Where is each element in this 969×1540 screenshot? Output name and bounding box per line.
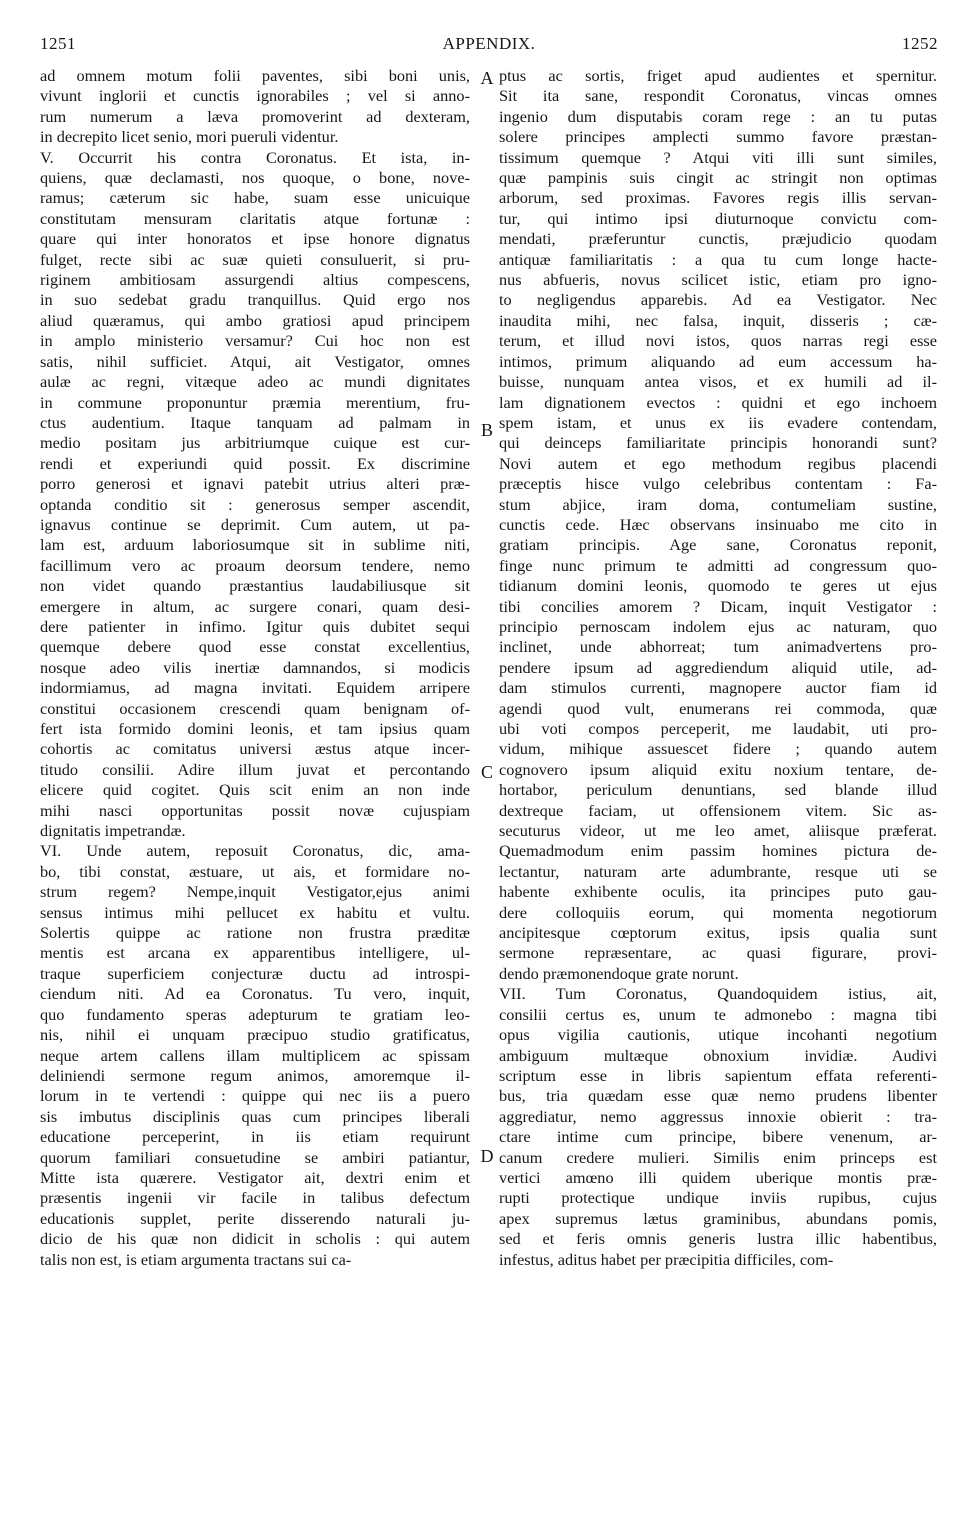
text-line: præsentis ingenii vir facile in talibus defectum <box>40 1188 470 1208</box>
text-line: facillimum vero ac proaum deorsum tendere, nemo <box>40 555 470 575</box>
text-line: intimos, primum aliquando ad eum accessum ha- <box>499 351 937 371</box>
text-line: buisse, nunquam antea visos, et ex humili ad il- <box>499 372 937 392</box>
text-line: solere principes amplecti summo favore præstan- <box>499 127 937 147</box>
text-line: dicio de his quæ non didicit in scholis : qui autem <box>40 1229 470 1249</box>
text-line: strum regem? Nempe,inquit Vestigator,ejus animi <box>40 882 470 902</box>
text-line: porro generosi et ignavi patebit utrius alteri præ- <box>40 474 470 494</box>
text-line: talis non est, is etiam argumenta tractans sui ca- <box>40 1249 352 1269</box>
text-line: inclinet, unde abhorreat; tum animadvertens pro- <box>499 637 937 657</box>
text-line: rupti protectique undique inviis rupibus, cujus <box>499 1188 937 1208</box>
text-line: riginem ambitiosam assurgendi altius compescens, <box>40 270 470 290</box>
text-line: dignitatis impetrandæ. <box>40 821 186 841</box>
text-line: educatione perceperint, in iis etiam requirunt <box>40 1127 470 1147</box>
running-title: APPENDIX. <box>442 34 536 53</box>
text-line: elicere quid cogitet. Quis scit enim an non inde <box>40 780 470 800</box>
text-line: tibi concilies amorem ? Dicam, inquit Vestigator : <box>499 596 937 616</box>
text-line: vidum, mihique assuescet fidere ; quando autem <box>499 739 937 759</box>
text-line: agendi quod vult, enumerans rei commoda, quæ <box>499 698 937 718</box>
text-line: VI. Unde autem, reposuit Coronatus, dic, ama- <box>40 841 470 861</box>
text-line: dere colloquiis eorum, qui momenta negotiorum <box>499 902 937 922</box>
text-line: traque superficiem conjecturæ ductu ad introspi- <box>40 963 470 983</box>
text-line: cohortis ac comitatus universi æstus atque incer- <box>40 739 470 759</box>
text-line: ctus audentium. Itaque tanquam ad palmam in <box>40 412 470 432</box>
text-line: ubi voti compos perceperit, me laudabit, uti pro- <box>499 719 937 738</box>
text-line: opus vigilia cautionis, utique incohanti negotium <box>499 1025 937 1045</box>
text-line: sermone repræsentare, ac quasi figurare, provi- <box>499 943 937 963</box>
text-line: habente exhibente oculis, ita principes puto gau- <box>499 882 937 902</box>
margin-marker-d: D <box>480 1146 494 1166</box>
text-line: nus abfueris, novus scilicet istic, etiam pro igno- <box>499 270 937 290</box>
margin-marker-a: A <box>480 68 494 88</box>
text-line: satis, nihil sufficiet. Atqui, ait Vestigator, omnes <box>40 351 470 371</box>
text-line: pendere ipsum ad aggrediendum aliquid utile, ad- <box>499 657 937 677</box>
text-line: cognovero ipsum aliquid exitu noxium tentare, de- <box>499 759 937 779</box>
text-line: dere patienter in infimo. Igitur quis dubitet sequi <box>40 616 470 636</box>
text-line: dam stimulos currenti, magnopere auctor fiam id <box>499 678 937 698</box>
text-line: ad omnem motum folii paventes, sibi boni unis, <box>40 66 470 85</box>
text-line: inaudita mihi, nec falsa, inquit, disseris ; cæ- <box>499 310 937 330</box>
text-line: tur, qui intimo ipsi diuturnoque convictu com- <box>499 208 937 228</box>
text-line: rum numerum a læva promoverint ad dexteram, <box>40 106 470 126</box>
left-text-column <box>40 66 470 1270</box>
text-line: lam est, arduum laboriosumque sit in sublime niti, <box>40 535 470 555</box>
text-line: constitutam mensuram claritatis atque fortunæ : <box>40 208 470 228</box>
text-line: in commune proponuntur præmia merentium, fru- <box>40 392 470 412</box>
text-line: to negligendus apparebis. Ad ea Vestigator. Nec <box>499 290 937 310</box>
right-page-number: 1252 <box>902 34 938 53</box>
text-line: apex supremus lætus graminibus, abundans pomis, <box>499 1208 937 1228</box>
text-line: qui deinceps familiaritate principis honorandi sunt? <box>499 433 937 453</box>
text-line: titudo consilii. Adire illum juvat et percontando <box>40 759 470 779</box>
text-line: quare qui inter honoratos et ipse honore dignatus <box>40 229 470 249</box>
text-line: tidianum domini leonis, quomodo te geres ut ejus <box>499 576 937 596</box>
text-line: quorum familiari consuetudine se ambiri patiantur, <box>40 1147 470 1167</box>
text-line: vivunt inglorii et cunctis ignorabiles ; vel si anno- <box>40 86 470 106</box>
text-line: mentis est arcana ex apparentibus intelligere, ul- <box>40 943 470 963</box>
text-line: sis imbutus disciplinis quas cum principes liberali <box>40 1106 470 1126</box>
text-line: mendati, præferuntur cunctis, præjudicio quodam <box>499 229 937 249</box>
text-line: lam dignationem evectos : quidni et ego inchoem <box>499 392 937 412</box>
margin-marker-b: B <box>480 420 493 440</box>
text-line: deliniendi sermone regum animos, amoremque il- <box>40 1065 470 1085</box>
text-line: ctare intime cum principe, bibere venenum, ar- <box>499 1127 937 1147</box>
text-line: medio positam jus arbitriumque cuique est cur- <box>40 433 470 453</box>
text-line: secuturus videor, ut me leo amet, aliisque præferat. <box>499 821 937 841</box>
text-line: ramus; cæterum sic habe, suam esse unicuique <box>40 188 470 208</box>
text-line: bo, tibi constat, æstuare, ut ais, et formidare no- <box>40 861 470 881</box>
text-line: in suo sedebat gradu tranquillus. Quid ergo nos <box>40 290 470 310</box>
text-line: infestus, aditus habet per præcipitia difficiles, com- <box>499 1249 834 1269</box>
text-line: præceptis hisce vulgo celebribus contentam : Fa- <box>499 474 937 494</box>
text-line: vertici amœno illi quidem uberique montis præ- <box>499 1167 937 1187</box>
text-line: scriptum esse in libris sapientum effata referenti- <box>499 1065 937 1085</box>
text-line: quæ pampinis suis cingit ac stringit non optimas <box>499 168 937 188</box>
text-line: sed et feris omnis generis lustra illic habentibus, <box>499 1229 937 1249</box>
margin-marker-c: C <box>480 762 493 782</box>
text-line: hortabor, periculum denuntians, sed blande illud <box>499 780 937 800</box>
text-line: tissimum quemque ? Atqui viti illi sunt similes, <box>499 147 937 167</box>
text-line: terum, et illud novi istos, quos narras regi esse <box>499 331 937 351</box>
text-line: educationis supplet, perite disserendo naturali ju- <box>40 1208 470 1228</box>
text-line: emergere in altum, ac surgere conari, quam desi- <box>40 596 470 616</box>
text-line: antiquæ familiaritatis : a qua tu cum longe hacte- <box>499 249 937 269</box>
text-line: arborum, sed proximas. Favores regis illis servan- <box>499 188 937 208</box>
text-line: in decrepito licet senio, mori pueruli videntur. <box>40 127 339 147</box>
right-text-column <box>499 66 937 1270</box>
text-line: lectantur, naturam arte adumbrante, resque uti se <box>499 861 937 881</box>
text-line: Quemadmodum enim passim homines pictura de- <box>499 841 937 861</box>
text-line: ancipitesque cœptorum exitus, ipsis qualia sunt <box>499 923 937 943</box>
text-line: fert ista formido domini leonis, et tam ipsius quam <box>40 719 470 738</box>
text-line: ciendum niti. Ad ea Coronatus. Tu vero, inquit, <box>40 984 470 1004</box>
text-line: gratiam principis. Age sane, Coronatus reponit, <box>499 535 937 555</box>
text-line: optanda conditio sit : generosus semper ascendit, <box>40 494 470 514</box>
text-line: ingenio dum disputabis coram rege : an tu putas <box>499 106 937 126</box>
text-line: cunctis cede. Hæc observans insinuabo me cito in <box>499 514 937 534</box>
text-line: Mitte ista quærere. Vestigator ait, dextri enim et <box>40 1167 470 1187</box>
text-line: lorum in te vertendi : quippe qui nec iis a puero <box>40 1086 470 1106</box>
text-line: aggrediatur, nemo aggressus innoxie obierit : tra- <box>499 1106 937 1126</box>
text-line: ptus ac sortis, friget apud audientes et spernitur. <box>499 66 937 85</box>
text-line: dextreque faciam, ut offensionem vitem. Sic as- <box>499 800 937 820</box>
text-line: principio pernoscam indolem ejus ac naturam, quo <box>499 616 937 636</box>
text-line: aliud quæramus, qui ambo gratiosi apud principem <box>40 310 470 330</box>
text-line: neque artem callens illam multiplicem ac spissam <box>40 1045 470 1065</box>
text-line: non videt quando præstantius laudabiliusque sit <box>40 576 470 596</box>
text-line: fulget, recte sibi ac suæ quieti consuluerit, si pru- <box>40 249 470 269</box>
text-line: spem istam, et unus ex iis evadere contendam, <box>499 412 937 432</box>
text-line: in amplo ministerio versamur? Cui hoc non est <box>40 331 470 351</box>
text-line: stum abjice, iram doma, contumeliam sustine, <box>499 494 937 514</box>
text-line: canum credere mulieri. Similis enim princeps est <box>499 1147 937 1167</box>
text-line: consilii certus es, unum te admonebo : magna tibi <box>499 1004 937 1024</box>
page-header <box>40 34 938 58</box>
text-line: finge nunc primum te admitti ad congressum quo- <box>499 555 937 575</box>
text-line: nosque adeo vilis inertiæ damnandos, si modicis <box>40 657 470 677</box>
text-line: dendo præmonendoque grate norunt. <box>499 963 739 983</box>
text-line: ambiguum multæque obnoxium invidiæ. Audivi <box>499 1045 937 1065</box>
text-line: V. Occurrit his contra Coronatus. Et ista, in- <box>40 147 470 167</box>
text-line: mihi nasci opportunitas possit novæ cujuspiam <box>40 800 470 820</box>
text-line: Solertis quippe ac ratione non frustra præditæ <box>40 923 470 943</box>
text-line: ignavus continue se deprimit. Cum autem, ut pa- <box>40 514 470 534</box>
text-line: quo fundamento speras adepturum te gratiam leo- <box>40 1004 470 1024</box>
text-line: quiens, quæ declamasti, nos quoque, o bone, nove- <box>40 168 470 188</box>
text-line: Sit ita sane, respondit Coronatus, vincas omnes <box>499 86 937 106</box>
text-line: sensus intimus mihi pellucet ex habitu et vultu. <box>40 902 470 922</box>
text-line: bus, tria quædam esse quæ nemo prudens libenter <box>499 1086 937 1106</box>
left-page-number: 1251 <box>40 34 76 53</box>
text-line: quemque debere quod esse constat excellentius, <box>40 637 470 657</box>
text-line: Novi autem et ego methodum regibus placendi <box>499 453 937 473</box>
text-line: VII. Tum Coronatus, Quandoquidem istius, ait, <box>499 984 937 1004</box>
text-line: rendi et experiundi quid possit. Ex discrimine <box>40 453 470 473</box>
text-line: constitui occasionem crescendi quam benignam of- <box>40 698 470 718</box>
text-line: aulæ ac regni, vitæque adeo ac mundi dignitates <box>40 372 470 392</box>
text-line: nis, nihil ei unquam præcipuo studio gratificatus, <box>40 1025 470 1045</box>
text-line: indormiamus, ad magna invitati. Equidem arripere <box>40 678 470 698</box>
